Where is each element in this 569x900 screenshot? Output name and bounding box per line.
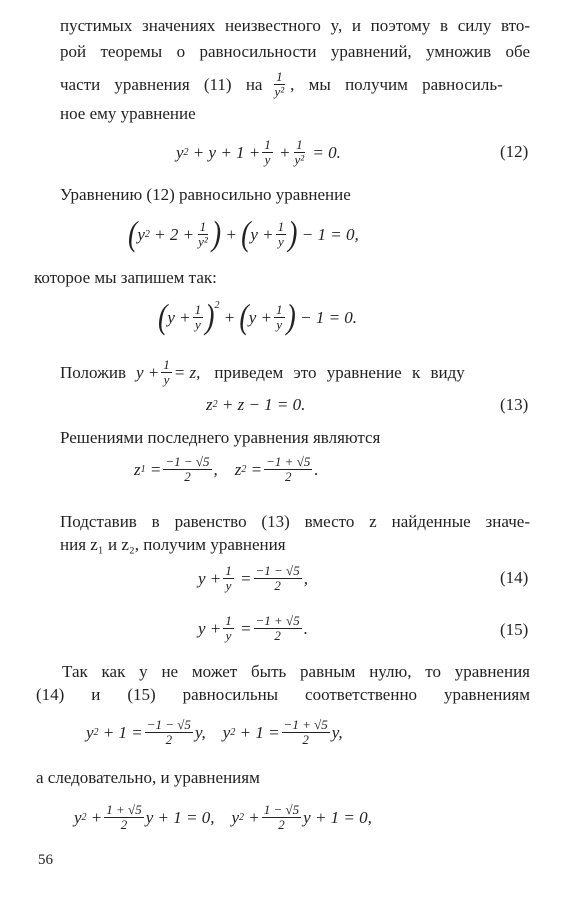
equation-14: y + $\frac{1}{y}$ = $\frac{-1 - √5}{2}$ , [198, 563, 308, 593]
equation-12: y 2 + y + 1 + $\frac{1}{y}$ + $\frac{1}{\text{y²}}$ = 0. [176, 137, 341, 167]
text-line-7a: Положив [60, 362, 126, 382]
equation-13: z 2 + z − 1 = 0. [206, 395, 306, 414]
text-line-2: рой теоремы о равносильности уравнений, умножив обе [60, 42, 530, 61]
equation-number-14: (14) [500, 568, 529, 587]
text-line-12: (14) и (15) равносильны соответственно уравнениям [36, 685, 530, 704]
text-line-11: Так как y не может быть равным нулю, то уравнения [62, 662, 530, 681]
text-line-3 [60, 70, 530, 99]
equation-17: y 2 + $\frac{1 + √5}{2}$ y + 1 = 0, y 2 + $\frac{1 - √5}{2}$ y + 1 = 0, [74, 802, 372, 832]
substitution-expr: y + [135, 362, 160, 382]
equation-grouped: ( y 2 + 2 + $\frac{1}{\text{y²}}$ ) + ( y + $\frac{1}{y}$ ) − 1 = 0, [128, 214, 359, 254]
text-line-1: пустимых значениях неизвестного y, и поэтому в силу вто- [60, 16, 530, 35]
substitution-eq: = z, [173, 362, 201, 382]
text-line-5: Уравнению (12) равносильно уравнение [60, 185, 351, 204]
fraction-1-over-y: $\frac{1}{y}$ [163, 357, 170, 387]
text-line-4: ное ему уравнение [60, 104, 196, 123]
equation-number-15: (15) [500, 620, 529, 639]
equation-number-12: (12) [500, 142, 529, 161]
text-line-9: Подставив в равенство (13) вместо z найденные значе- [60, 512, 530, 531]
text-line-3a: части уравнения (11) на [60, 74, 263, 94]
text-line-7b: приведем это уравнение к виду [214, 362, 465, 382]
text-line-6: которое мы запишем так: [34, 268, 217, 287]
page-number: 56 [38, 852, 53, 868]
equation-roots: z 1 = $\frac{-1 - √5}{2}$ , z 2 = $\frac{-1 + √5}{2}$ . [134, 454, 319, 484]
text-line-10: ния z₁ и z₂, получим уравнения [60, 535, 286, 554]
text-line-3b: , мы получим равносиль- [290, 74, 503, 94]
text-line-7 [60, 358, 530, 387]
equation-16: y 2 + 1 = $\frac{-1 - √5}{2}$ y, y 2 + 1 = $\frac{-1 + √5}{2}$ y, [86, 717, 343, 747]
text-line-8: Решениями последнего уравнения являются [60, 428, 381, 447]
equation-number-13: (13) [500, 395, 529, 414]
fraction-1-over-y2: $\frac{1}{\text{y²}}$ [274, 69, 285, 99]
text-line-13: а следовательно, и уравнениям [36, 768, 260, 787]
equation-squared: ( y + $\frac{1}{y}$ ) $^2$ + ( y + $\frac{1}{y}$ ) − 1 = 0. [158, 297, 358, 337]
equation-15: y + $\frac{1}{y}$ = $\frac{-1 + √5}{2}$ . [198, 613, 308, 643]
